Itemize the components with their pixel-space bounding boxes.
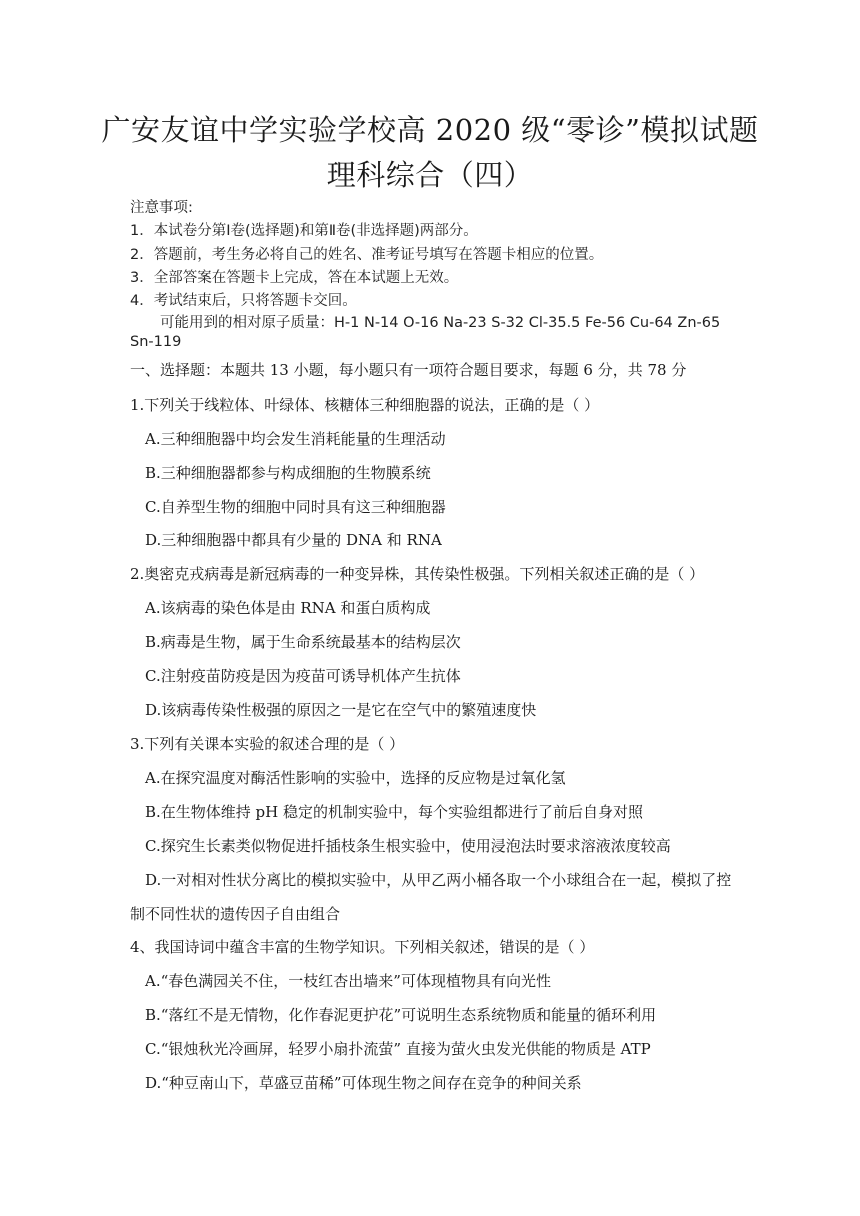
- question-option: C.探究生长素类似物促进扦插枝条生根实验中，使用浸泡法时要求溶液浓度较高: [145, 837, 671, 855]
- question-stem: 2.奥密克戎病毒是新冠病毒的一种变异株，其传染性极强。下列相关叙述正确的是（ ）: [130, 565, 705, 583]
- notice-item: 4．考试结束后，只将答题卡交回。: [130, 293, 357, 309]
- atomic-mass-line: Sn-119: [130, 334, 182, 350]
- atomic-mass-line: 可能用到的相对原子质量：H-1 N-14 O-16 Na-23 S-32 Cl-35.5 Fe-56 Cu-64 Zn-65: [160, 315, 721, 331]
- question-stem: 4、我国诗词中蕴含丰富的生物学知识。下列相关叙述，错误的是（ ）: [130, 938, 595, 956]
- question-stem: 1.下列关于线粒体、叶绿体、核糖体三种细胞器的说法，正确的是（ ）: [130, 396, 600, 414]
- question-option-continuation: 制不同性状的遗传因子自由组合: [130, 905, 341, 923]
- question-option: C.“银烛秋光冷画屏，轻罗小扇扑流萤” 直接为萤火虫发光供能的物质是 ATP: [145, 1040, 651, 1058]
- notice-item: 1．本试卷分第Ⅰ卷(选择题)和第Ⅱ卷(非选择题)两部分。: [130, 223, 478, 239]
- question-option: A.在探究温度对酶活性影响的实验中，选择的反应物是过氧化氢: [145, 769, 566, 787]
- question-option: C.注射疫苗防疫是因为疫苗可诱导机体产生抗体: [145, 667, 461, 685]
- notice-item: 2．答题前，考生务必将自己的姓名、准考证号填写在答题卡相应的位置。: [130, 247, 604, 263]
- question-option: A.“春色满园关不住，一枝红杏出墙来”可体现植物具有向光性: [145, 972, 551, 990]
- section-heading: 一、选择题：本题共 13 小题，每小题只有一项符合题目要求，每题 6 分，共 78 分: [130, 361, 687, 379]
- question-option: D.该病毒传染性极强的原因之一是它在空气中的繁殖速度快: [145, 701, 537, 719]
- question-option: B.病毒是生物，属于生命系统最基本的结构层次: [145, 633, 461, 651]
- notice-item: 3．全部答案在答题卡上完成，答在本试题上无效。: [130, 270, 459, 286]
- exam-subtitle: 理科综合（四）: [326, 158, 534, 192]
- question-option: D.三种细胞器中都具有少量的 DNA 和 RNA: [145, 531, 442, 549]
- question-option: A.该病毒的染色体是由 RNA 和蛋白质构成: [145, 599, 431, 617]
- question-option: B.三种细胞器都参与构成细胞的生物膜系统: [145, 464, 431, 482]
- exam-title: 广安友谊中学实验学校高 2020 级“零诊”模拟试题: [101, 113, 759, 147]
- question-option: C.自养型生物的细胞中同时具有这三种细胞器: [145, 498, 446, 516]
- question-option: B.“落红不是无情物，化作春泥更护花”可说明生态系统物质和能量的循环利用: [145, 1006, 657, 1024]
- question-option: D.一对相对性状分离比的模拟实验中，从甲乙两小桶各取一个小球组合在一起，模拟了控: [145, 871, 732, 889]
- question-stem: 3.下列有关课本实验的叙述合理的是（ ）: [130, 735, 405, 753]
- question-option: D.“种豆南山下，草盛豆苗稀”可体现生物之间存在竞争的种间关系: [145, 1074, 582, 1092]
- notice-heading: 注意事项:: [130, 200, 193, 216]
- question-option: A.三种细胞器中均会发生消耗能量的生理活动: [145, 430, 446, 448]
- question-option: B.在生物体维持 pH 稳定的机制实验中，每个实验组都进行了前后自身对照: [145, 803, 644, 821]
